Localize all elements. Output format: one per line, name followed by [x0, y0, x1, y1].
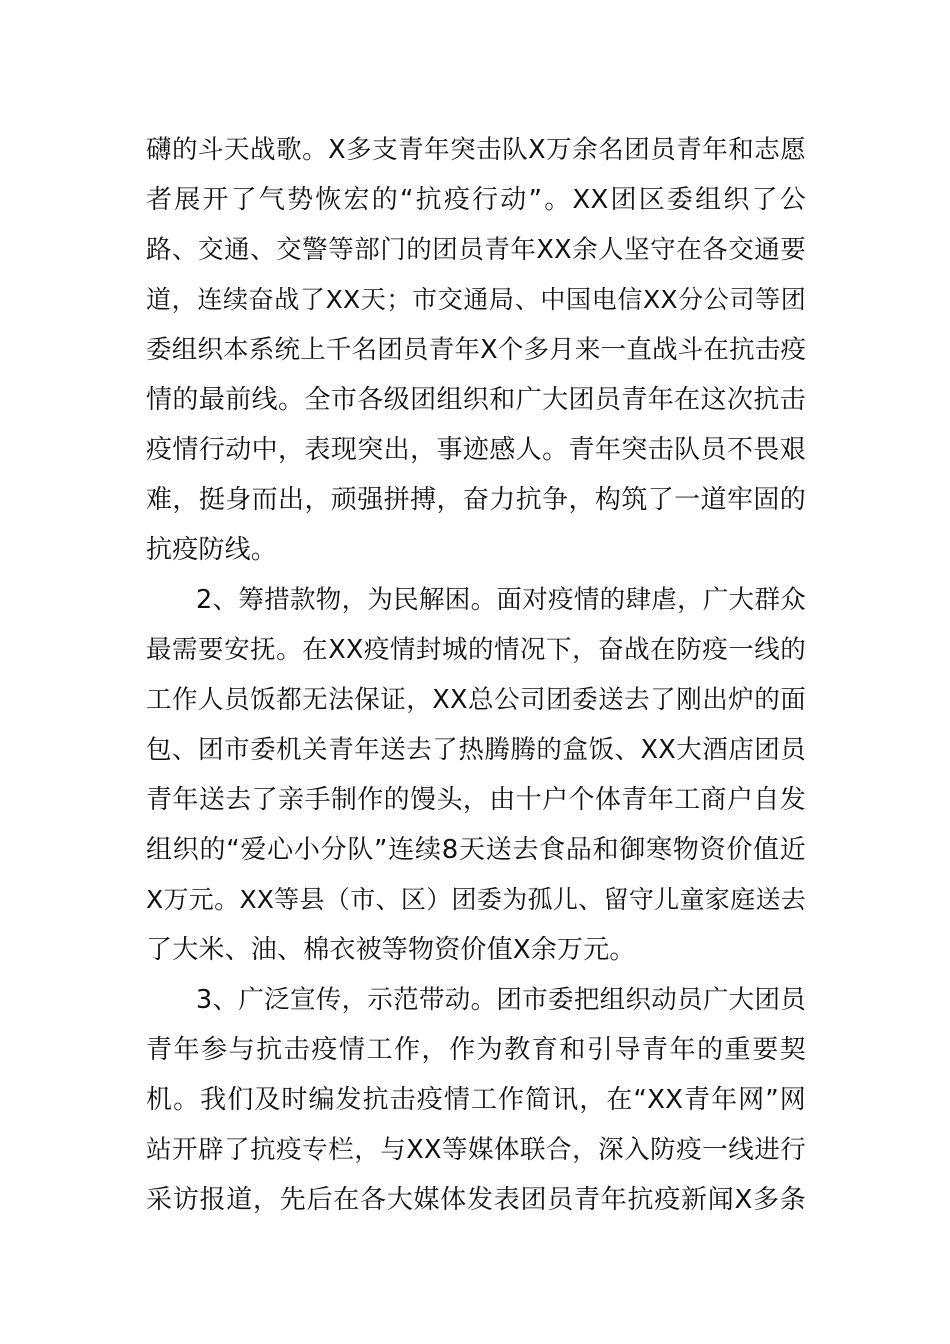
paragraph-first-line: 2、筹措款物，为民解困。面对疫情的肆虐，广大群众 — [196, 585, 806, 615]
text-line: 采访报道，先后在各大媒体发表团员青年抗疫新闻X多条 — [146, 1185, 806, 1215]
text-line: 道，连续奋战了XX天；市交通局、中国电信XX分公司等团 — [146, 285, 806, 314]
text-line: 站开辟了抗疫专栏，与XX等媒体联合，深入防疫一线进行 — [146, 1135, 806, 1165]
text-line: 者展开了气势恢宏的“抗疫行动”。XX团区委组织了公 — [146, 185, 806, 215]
text-line: 情的最前线。全市各级团组织和广大团员青年在这次抗击 — [146, 385, 806, 415]
text-line: 工作人员饭都无法保证，XX总公司团委送去了刚出炉的面 — [146, 685, 806, 715]
text-line: X万元。XX等县（市、区）团委为孤儿、留守儿童家庭送去 — [146, 885, 806, 914]
text-line: 抗疫防线。 — [146, 535, 278, 565]
text-line: 组织的“爱心小分队”连续8天送去食品和御寒物资价值近 — [146, 835, 806, 865]
text-line: 难，挺身而出，顽强拼搏，奋力抗争，构筑了一道牢固的 — [146, 485, 806, 515]
text-line: 路、交通、交警等部门的团员青年XX余人坚守在各交通要 — [146, 235, 806, 265]
text-line: 疫情行动中，表现突出，事迹感人。青年突击队员不畏艰 — [146, 435, 806, 465]
paragraph-first-line: 3、广泛宣传，示范带动。团市委把组织动员广大团员 — [196, 985, 806, 1015]
text-line: 礴的斗天战歌。X多支青年突击队X万余名团员青年和志愿 — [146, 135, 806, 165]
text-line: 青年参与抗击疫情工作，作为教育和引导青年的重要契 — [146, 1035, 806, 1065]
text-line: 了大米、油、棉衣被等物资价值X余万元。 — [146, 935, 636, 965]
text-line: 青年送去了亲手制作的馒头，由十户个体青年工商户自发 — [146, 785, 806, 815]
text-line: 最需要安抚。在XX疫情封城的情况下，奋战在防疫一线的 — [146, 635, 806, 665]
text-line: 包、团市委机关青年送去了热腾腾的盒饭、XX大酒店团员 — [146, 735, 806, 765]
text-line: 机。我们及时编发抗击疫情工作简讯，在“XX青年网”网 — [146, 1085, 806, 1115]
text-line: 委组织本系统上千名团员青年X个多月来一直战斗在抗击疫 — [146, 335, 807, 365]
